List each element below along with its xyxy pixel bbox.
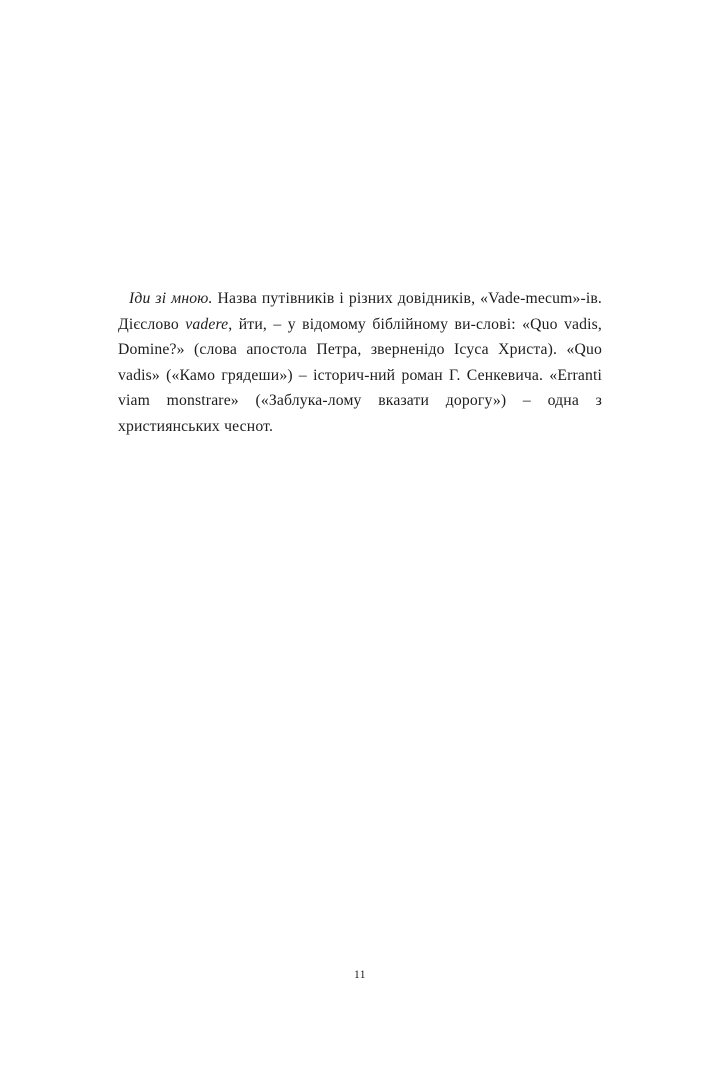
entry-headword: Іди зі мною. bbox=[129, 290, 213, 307]
dictionary-entry-paragraph bbox=[118, 286, 602, 439]
entry-line-1-rest: Назва путівників і різних довідників, «Vade- bbox=[212, 290, 526, 307]
latin-term-vadere: vadere bbox=[185, 315, 229, 333]
entry-line-5: ний роман Г. Сенкевича. «Erranti viam monstrare» («Заблука- bbox=[118, 366, 602, 409]
entry-line-2-start: mecum»-ів. Дієслово bbox=[118, 290, 602, 333]
body-text-block bbox=[118, 286, 602, 439]
entry-line-3: слові: «Quo vadis, Domine?» (слова апостола Петра, звернені bbox=[118, 315, 602, 358]
entry-line-4: до Ісуса Христа). «Quo vadis» («Камо грядеши») – історич- bbox=[118, 341, 602, 384]
entry-line-2-rest: , йти, – у відомому біблійному ви- bbox=[228, 315, 477, 333]
entry-line-6: лому вказати дорогу») – одна з християнських чеснот. bbox=[118, 392, 602, 435]
page-number: 11 bbox=[354, 969, 366, 981]
